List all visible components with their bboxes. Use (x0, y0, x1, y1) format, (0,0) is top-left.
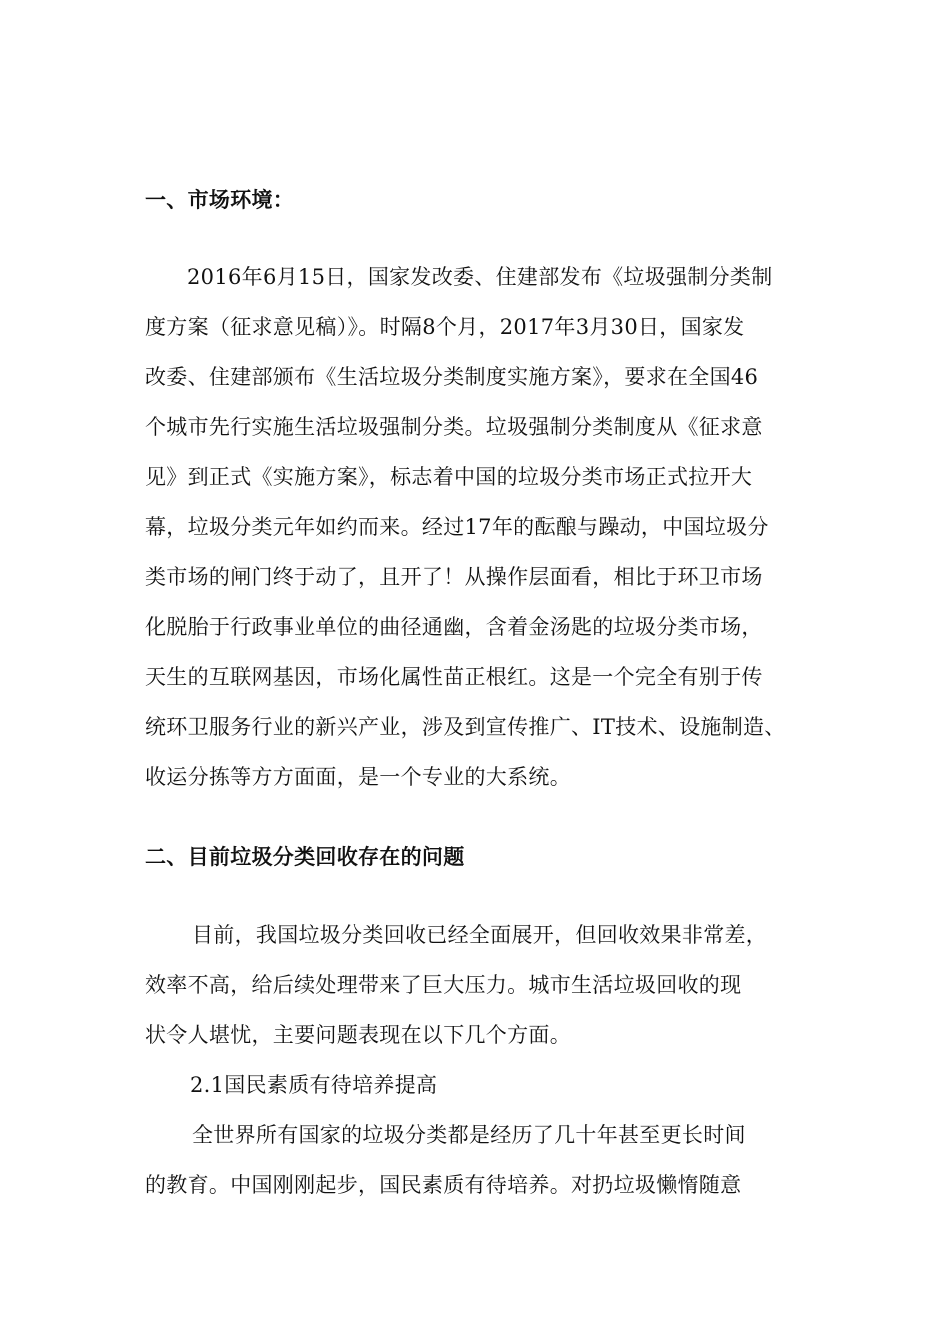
paragraph-line: 2016年6月15日，国家发改委、住建部发布《垃圾强制分类制 (187, 265, 773, 289)
paragraph-line: 的教育。中国刚刚起步，国民素质有待培养。对扔垃圾懒惰随意 (145, 1173, 742, 1197)
section-heading-current-problems: 二、目前垃圾分类回收存在的问题 (145, 845, 465, 869)
subsection-heading: 2.1国民素质有待培养提高 (190, 1073, 438, 1097)
paragraph-line: 个城市先行实施生活垃圾强制分类。垃圾强制分类制度从《征求意 (145, 415, 763, 439)
paragraph-line: 见》到正式《实施方案》，标志着中国的垃圾分类市场正式拉开大 (145, 465, 753, 489)
paragraph-line: 度方案（征求意见稿）》。时隔8个月，2017年3月30日，国家发 (145, 315, 745, 339)
paragraph-line: 化脱胎于行政事业单位的曲径通幽，含着金汤匙的垃圾分类市场， (145, 615, 763, 639)
paragraph-line: 统环卫服务行业的新兴产业，涉及到宣传推广、IT技术、设施制造、 (145, 715, 786, 739)
section-heading-market-environment: 一、市场环境： (145, 188, 295, 212)
paragraph-line: 天生的互联网基因，市场化属性苗正根红。这是一个完全有别于传 (145, 665, 763, 689)
paragraph-line: 改委、住建部颁布《生活垃圾分类制度实施方案》，要求在全国46 (145, 365, 759, 389)
paragraph-line: 幕，垃圾分类元年如约而来。经过17年的酝酿与躁动，中国垃圾分 (145, 515, 769, 539)
paragraph-line: 类市场的闸门终于动了，且开了！从操作层面看，相比于环卫市场 (145, 565, 763, 589)
paragraph-line: 效率不高，给后续处理带来了巨大压力。城市生活垃圾回收的现 (145, 973, 742, 997)
paragraph-line: 状令人堪忧，主要问题表现在以下几个方面。 (145, 1023, 571, 1047)
paragraph-line: 收运分拣等方方面面，是一个专业的大系统。 (145, 765, 571, 789)
paragraph-line: 目前，我国垃圾分类回收已经全面展开，但回收效果非常差， (192, 923, 768, 947)
paragraph-line: 全世界所有国家的垃圾分类都是经历了几十年甚至更长时间 (192, 1123, 746, 1147)
